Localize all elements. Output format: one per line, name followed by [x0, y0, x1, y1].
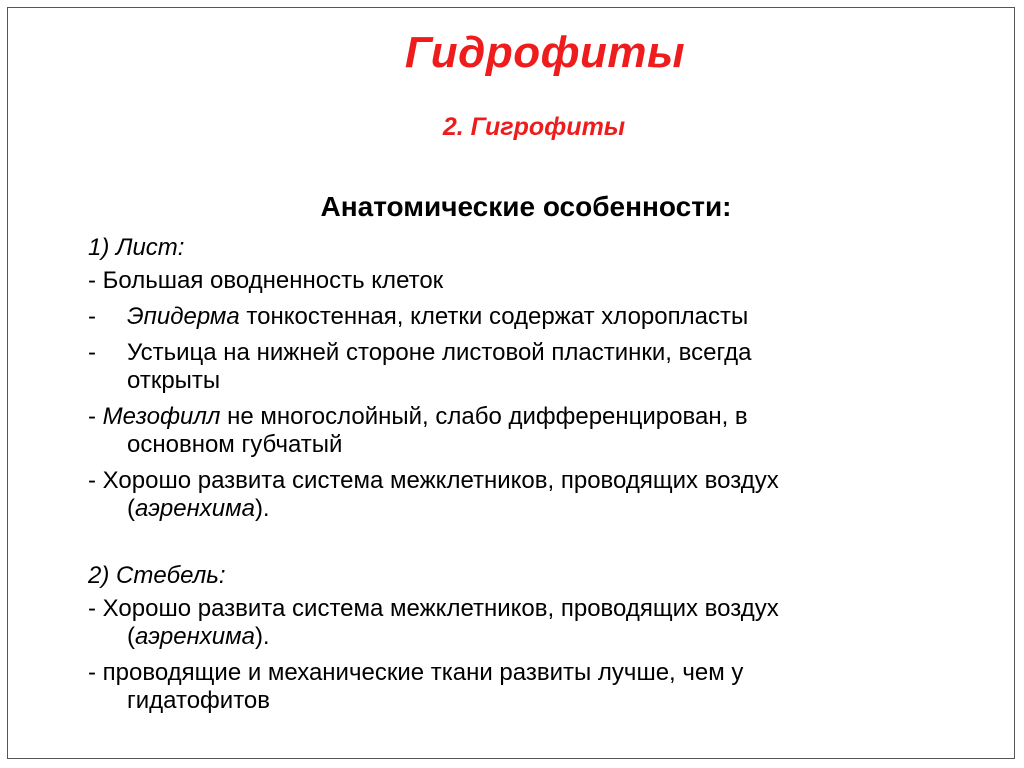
list-item: [88, 467, 968, 523]
dash: -: [88, 403, 96, 430]
paren-close: ).: [254, 623, 270, 650]
item-continuation: [88, 623, 968, 651]
dash: -: [88, 467, 96, 494]
paren-open: (: [127, 623, 135, 650]
content-body: [88, 234, 968, 723]
item-text: Большая оводненность клеток: [102, 267, 444, 294]
list-item: [88, 303, 968, 331]
item-continuation: основном губчатый: [127, 431, 343, 458]
item-continuation: [88, 495, 968, 523]
paren-close: ).: [254, 495, 270, 522]
list-item: [88, 403, 968, 459]
item-text: Хорошо развита система межклетников, проводящих воздух: [102, 467, 779, 494]
list-item: [88, 595, 968, 651]
slide: [7, 7, 1015, 759]
item-text: Устьица на нижней стороне листовой пластинки, всегда: [127, 339, 752, 366]
list-item: [88, 659, 968, 715]
stem-section-title: 2) Стебель:: [88, 562, 226, 589]
list-item: [88, 339, 968, 395]
spacer: [88, 531, 968, 562]
item-continuation: открыты: [127, 367, 221, 394]
dash: -: [88, 595, 96, 622]
term-aerenchyma: аэренхима: [135, 495, 255, 522]
term-mesophyll: Мезофилл: [102, 403, 221, 430]
item-text: Хорошо развита система межклетников, проводящих воздух: [102, 595, 779, 622]
slide-subtitle: 2. Гигрофиты: [442, 113, 626, 141]
item-continuation: гидатофитов: [127, 687, 271, 714]
item-text: не многослойный, слабо дифференцирован, в: [227, 403, 748, 430]
item-text: проводящие и механические ткани развиты лучше, чем у: [102, 659, 744, 686]
term-aerenchyma: аэренхима: [135, 623, 255, 650]
section-heading: Анатомические особенности:: [320, 191, 732, 222]
paren-open: (: [127, 495, 135, 522]
slide-title: Гидрофиты: [404, 28, 686, 77]
dash: -: [88, 303, 96, 330]
term-epidermis: Эпидерма: [127, 303, 240, 330]
dash: -: [88, 339, 96, 366]
list-item: [88, 267, 968, 295]
dash: -: [88, 267, 96, 294]
dash: -: [88, 659, 96, 686]
item-text: тонкостенная, клетки содержат хлоропласты: [246, 303, 749, 330]
leaf-section-title: 1) Лист:: [88, 234, 185, 261]
